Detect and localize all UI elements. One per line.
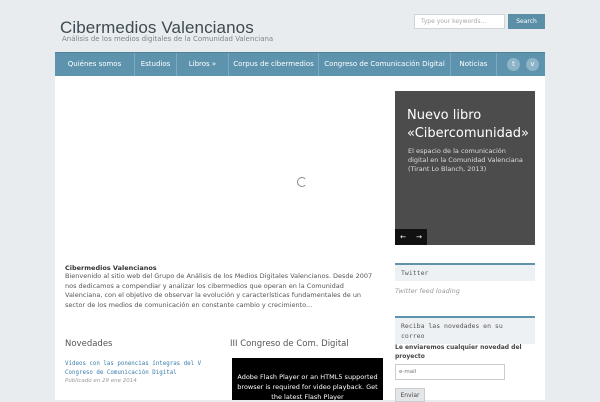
nav-item-libros[interactable]: Libros » bbox=[177, 53, 229, 77]
subscribe-label: Le enviaremos cualquier novedad del proyecto bbox=[395, 344, 522, 360]
email-field[interactable]: e-mail bbox=[395, 364, 505, 380]
video-player[interactable]: Adobe Flash Player or an HTML5 supported browser is required for video playback. Get the latest Flash Player bbox=[232, 358, 383, 400]
intro-text: Bienvenido al sitio web del Grupo de Análisis de los Medios Digitales Valencianos. Desde 2007 nos dedicamos a compendiar y analizar los cibermedios que operan en la Comunidad Valenciana, con el objetivo de observar la evolución y características fundamentales de un sector de los medios de comunicación en constante cambio y crecimiento... bbox=[65, 272, 373, 309]
site-tagline: Análisis de los medios digitales de la Comunidad Valenciana bbox=[62, 35, 274, 43]
twitter-icon[interactable]: t bbox=[507, 58, 520, 71]
next-arrow-icon[interactable]: → bbox=[416, 233, 422, 241]
search-input[interactable]: Type your keywords... bbox=[414, 14, 505, 29]
intro-title: Cibermedios Valencianos bbox=[65, 264, 157, 272]
site-title[interactable]: Cibermedios Valencianos bbox=[60, 18, 254, 37]
search-button[interactable]: Search bbox=[508, 14, 545, 29]
congress-heading: III Congreso de Com. Digital bbox=[230, 339, 349, 349]
nav-item-quienes-somos[interactable]: Quiénes somos bbox=[55, 53, 135, 77]
featured-title[interactable]: Nuevo libro «Cibercomunidad» bbox=[407, 108, 530, 141]
nav-item-estudios[interactable]: Estudios bbox=[135, 53, 177, 77]
news-meta: Publicado en 29 ene 2014 bbox=[65, 378, 137, 384]
featured-book-panel[interactable] bbox=[395, 91, 535, 245]
news-heading: Novedades bbox=[65, 339, 113, 349]
loading-spinner-icon bbox=[297, 177, 307, 187]
news-link[interactable]: Vídeos con las ponencias íntegras del V Congreso de Comunicación Digital bbox=[65, 361, 202, 376]
twitter-feed-status: Twitter feed loading bbox=[395, 287, 460, 295]
main-nav bbox=[55, 52, 545, 77]
slider-controls bbox=[395, 229, 427, 245]
featured-text: El espacio de la comunicación digital en la Comunidad Valenciana (Tirant Lo Blanch, 2013) bbox=[408, 147, 523, 173]
header-bar bbox=[0, 0, 600, 52]
vimeo-icon[interactable]: v bbox=[526, 58, 539, 71]
prev-arrow-icon[interactable]: ← bbox=[400, 233, 406, 241]
subscribe-widget-heading: Reciba las novedades en su correo bbox=[395, 316, 535, 344]
main-content bbox=[55, 76, 545, 400]
send-button[interactable]: Enviar bbox=[395, 388, 425, 402]
nav-item-corpus[interactable]: Corpus de cibermedios bbox=[229, 53, 319, 77]
slider-area bbox=[55, 90, 395, 250]
nav-item-congreso[interactable]: Congreso de Comunicación Digital bbox=[319, 53, 451, 77]
twitter-widget-heading: Twitter bbox=[395, 263, 535, 281]
nav-item-noticias[interactable]: Noticias bbox=[451, 53, 497, 77]
